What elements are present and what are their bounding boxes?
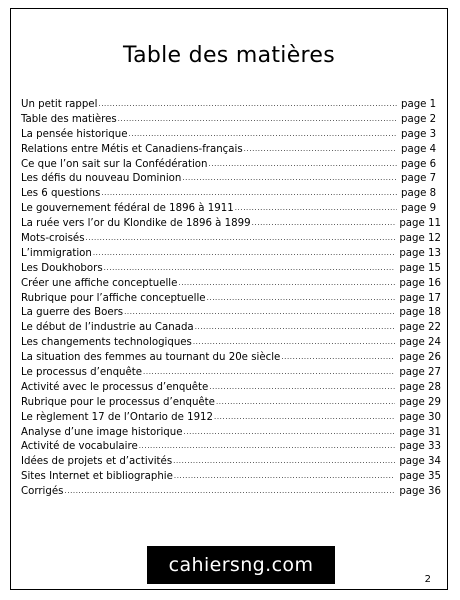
table-of-contents xyxy=(21,98,441,500)
toc-entry-page: page 24 xyxy=(399,337,441,349)
toc-dot-leader xyxy=(252,216,396,231)
toc-entry xyxy=(21,232,441,247)
toc-entry xyxy=(21,158,441,173)
toc-entry xyxy=(21,187,441,202)
toc-dot-leader xyxy=(174,469,395,484)
toc-entry xyxy=(21,202,441,217)
toc-entry xyxy=(21,366,441,381)
toc-entry-page: page 36 xyxy=(399,486,441,498)
toc-dot-leader xyxy=(101,186,397,201)
toc-entry-page: page 27 xyxy=(399,367,441,379)
toc-entry-title: Rubrique pour l’affiche conceptuelle xyxy=(21,292,206,304)
toc-entry xyxy=(21,381,441,396)
toc-entry-title: Relations entre Métis et Canadiens-français xyxy=(21,143,243,155)
toc-entry-title: Sites Internet et bibliographie xyxy=(21,471,173,483)
toc-entry-title: Rubrique pour le processus d’enquête xyxy=(21,396,215,408)
toc-entry-page: page 9 xyxy=(401,203,437,215)
toc-entry-page: page 22 xyxy=(399,322,441,334)
toc-entry xyxy=(21,470,441,485)
toc-dot-leader xyxy=(98,97,397,112)
toc-dot-leader xyxy=(209,157,398,172)
toc-entry-title: Les changements technologiques xyxy=(21,337,192,349)
toc-entry-page: page 30 xyxy=(399,411,441,423)
page-number: 2 xyxy=(424,574,431,585)
toc-entry-title: La ruée vers l’or du Klondike de 1896 à 1899 xyxy=(21,218,251,230)
brand-text: cahiersng.com xyxy=(168,554,314,576)
toc-entry-page: page 26 xyxy=(399,352,441,364)
toc-entry-page: page 28 xyxy=(399,381,441,393)
toc-entry-title: Les Doukhobors xyxy=(21,262,103,274)
toc-entry-page: page 29 xyxy=(399,396,441,408)
toc-dot-leader xyxy=(195,320,396,335)
toc-dot-leader xyxy=(178,276,395,291)
toc-dot-leader xyxy=(104,261,396,276)
toc-entry xyxy=(21,321,441,336)
brand-banner xyxy=(147,546,335,584)
toc-entry-page: page 3 xyxy=(401,128,437,140)
toc-dot-leader xyxy=(216,395,395,410)
toc-entry-page: page 11 xyxy=(399,218,441,230)
toc-entry-title: Les défis du nouveau Dominion xyxy=(21,173,182,185)
toc-entry xyxy=(21,336,441,351)
toc-dot-leader xyxy=(93,246,396,261)
toc-dot-leader xyxy=(209,380,395,395)
toc-entry-title: La situation des femmes au tournant du 20e siècle xyxy=(21,352,281,364)
toc-entry-title: Corrigés xyxy=(21,486,64,498)
toc-entry xyxy=(21,306,441,321)
toc-dot-leader xyxy=(139,439,396,454)
toc-entry-page: page 16 xyxy=(399,277,441,289)
toc-dot-leader xyxy=(173,454,395,469)
toc-entry xyxy=(21,172,441,187)
toc-dot-leader xyxy=(64,484,395,499)
toc-entry xyxy=(21,143,441,158)
toc-dot-leader xyxy=(124,305,395,320)
toc-entry-title: Table des matières xyxy=(21,113,117,125)
page-title: Table des matières xyxy=(123,43,335,68)
page-frame xyxy=(10,8,448,590)
toc-dot-leader xyxy=(143,365,395,380)
toc-entry-title: Ce que l’on sait sur la Confédération xyxy=(21,158,208,170)
toc-entry xyxy=(21,351,441,366)
toc-entry-title: Le règlement 17 de l’Ontario de 1912 xyxy=(21,411,214,423)
toc-entry-title: La guerre des Boers xyxy=(21,307,124,319)
toc-entry-page: page 15 xyxy=(399,262,441,274)
toc-dot-leader xyxy=(207,291,396,306)
toc-dot-leader xyxy=(281,350,395,365)
toc-entry xyxy=(21,292,441,307)
toc-entry xyxy=(21,411,441,426)
toc-entry-page: page 34 xyxy=(399,456,441,468)
toc-dot-leader xyxy=(235,201,397,216)
toc-dot-leader xyxy=(86,231,396,246)
toc-entry-title: La pensée historique xyxy=(21,128,128,140)
toc-entry-title: Idées de projets et d’activités xyxy=(21,456,173,468)
toc-entry-title: Mots-croisés xyxy=(21,233,85,245)
toc-entry-title: Activité de vocabulaire xyxy=(21,441,138,453)
toc-entry xyxy=(21,128,441,143)
toc-entry-page: page 31 xyxy=(399,426,441,438)
toc-entry-title: Le processus d’enquête xyxy=(21,367,143,379)
toc-entry-title: Créer une affiche conceptuelle xyxy=(21,277,178,289)
toc-entry-page: page 1 xyxy=(401,99,437,110)
toc-entry-title: Un petit rappel xyxy=(21,99,98,110)
toc-entry-title: Les 6 questions xyxy=(21,188,101,200)
toc-dot-leader xyxy=(183,425,395,440)
toc-entry-page: page 7 xyxy=(401,173,437,185)
toc-entry-page: page 18 xyxy=(399,307,441,319)
toc-dot-leader xyxy=(244,142,397,157)
toc-entry-title: L’immigration xyxy=(21,247,92,259)
toc-entry xyxy=(21,98,441,113)
toc-dot-leader xyxy=(128,127,397,142)
toc-entry xyxy=(21,113,441,128)
toc-entry xyxy=(21,247,441,262)
toc-entry xyxy=(21,277,441,292)
toc-dot-leader xyxy=(118,112,397,127)
toc-entry-title: Activité avec le processus d’enquête xyxy=(21,381,209,393)
toc-entry-page: page 12 xyxy=(399,233,441,245)
toc-entry xyxy=(21,426,441,441)
toc-entry-page: page 17 xyxy=(399,292,441,304)
toc-entry-title: Le gouvernement fédéral de 1896 à 1911 xyxy=(21,203,234,215)
toc-entry-title: Le début de l’industrie au Canada xyxy=(21,322,194,334)
toc-entry xyxy=(21,217,441,232)
toc-entry-page: page 2 xyxy=(401,113,437,125)
toc-entry-page: page 4 xyxy=(401,143,437,155)
toc-entry xyxy=(21,440,441,455)
toc-entry-page: page 33 xyxy=(399,441,441,453)
toc-dot-leader xyxy=(182,171,397,186)
toc-entry xyxy=(21,262,441,277)
toc-entry-page: page 6 xyxy=(401,158,437,170)
toc-entry-title: Analyse d’une image historique xyxy=(21,426,183,438)
toc-dot-leader xyxy=(193,335,395,350)
toc-entry-page: page 13 xyxy=(399,247,441,259)
toc-entry-page: page 8 xyxy=(401,188,437,200)
toc-entry xyxy=(21,396,441,411)
toc-entry-page: page 35 xyxy=(399,471,441,483)
toc-entry xyxy=(21,455,441,470)
toc-dot-leader xyxy=(214,410,395,425)
toc-entry xyxy=(21,485,441,500)
